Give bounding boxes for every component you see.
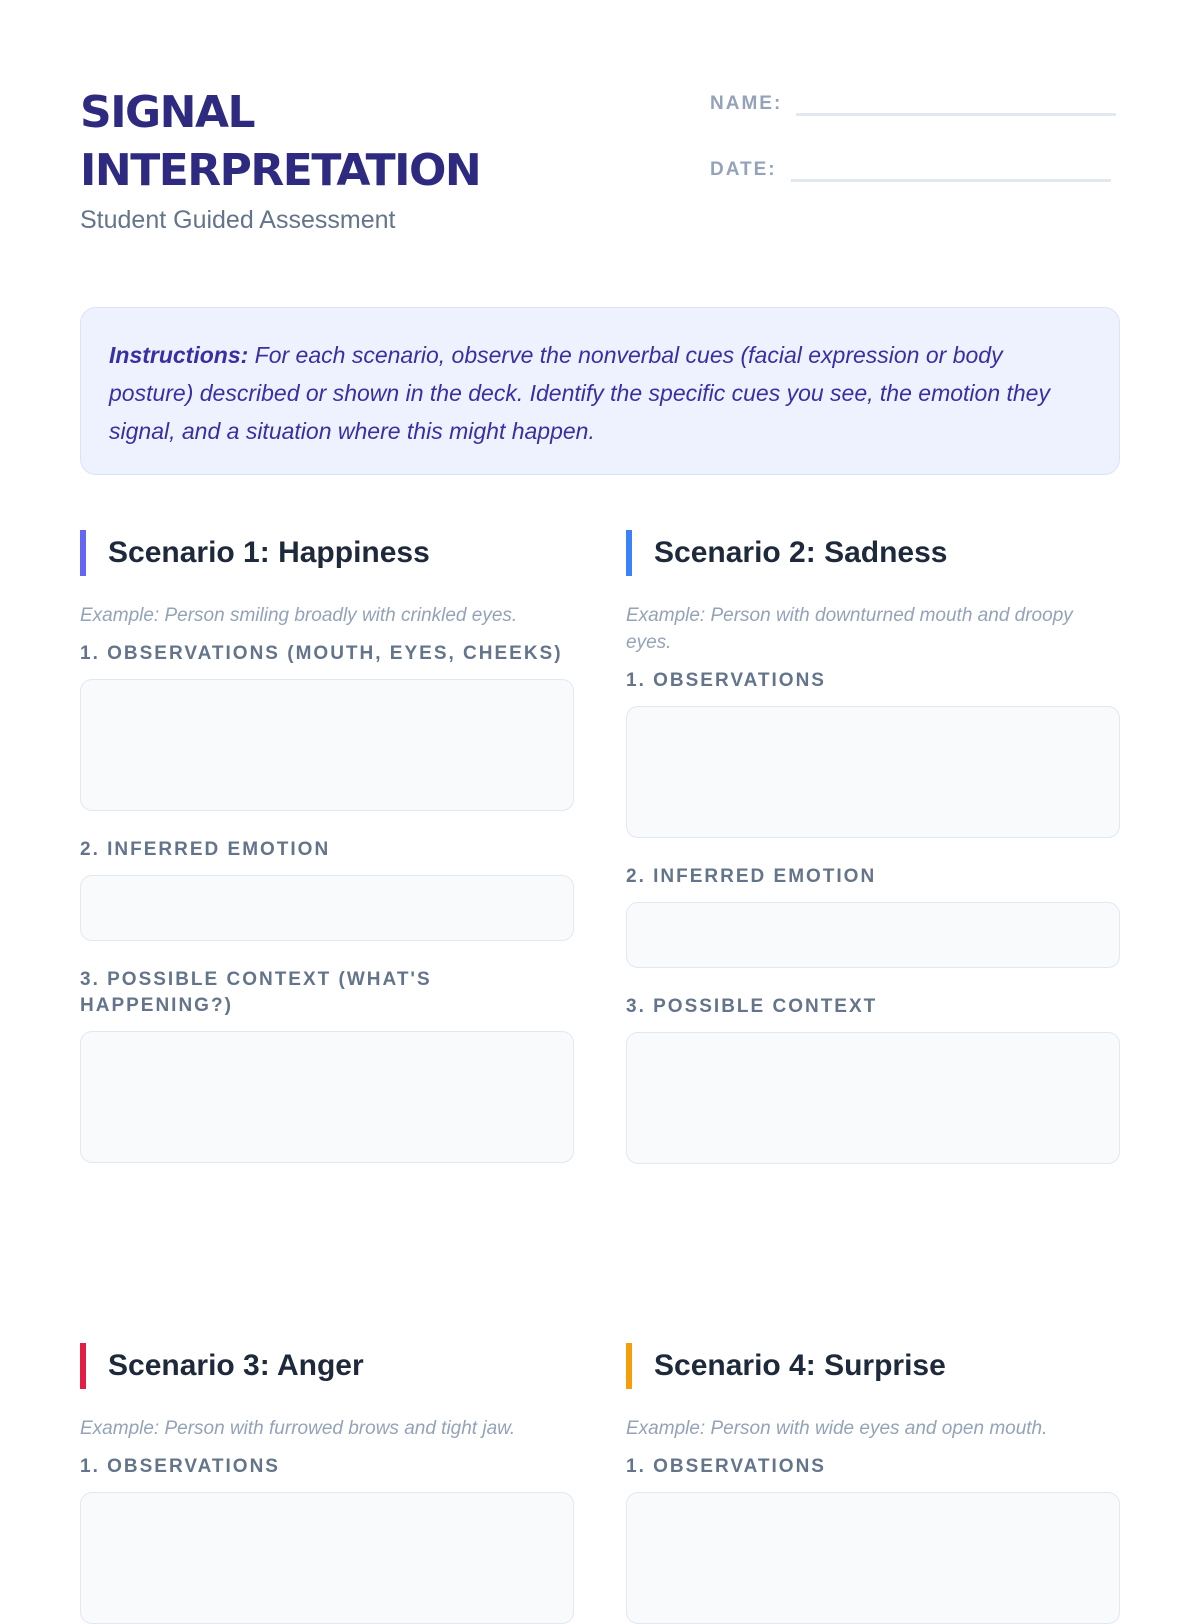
observations-answer-box[interactable] [80, 679, 574, 811]
worksheet-page [80, 0, 1120, 1600]
instructions-box [80, 307, 1120, 475]
context-label: 3. POSSIBLE CONTEXT [626, 996, 878, 1017]
name-label: NAME: [710, 93, 783, 114]
scenario-4 [626, 1343, 1120, 1624]
page-title [80, 84, 480, 200]
title-line-1: SIGNAL [80, 87, 255, 138]
instructions-lead: Instructions: [109, 342, 249, 368]
scenario-3 [80, 1343, 574, 1624]
scenario-title: Scenario 4: Surprise [626, 1343, 1120, 1389]
date-field [710, 158, 1111, 182]
scenario-2 [626, 530, 1120, 1164]
scenario-example: Example: Person smiling broadly with crinkled eyes. [80, 605, 518, 626]
context-label: 3. POSSIBLE CONTEXT (WHAT'S HAPPENING?) [80, 969, 432, 1016]
date-label: DATE: [710, 159, 777, 180]
scenario-1 [80, 530, 574, 1163]
scenario-example: Example: Person with downturned mouth and droopy eyes. [626, 605, 1073, 653]
date-input-line[interactable] [791, 165, 1111, 182]
name-input-line[interactable] [796, 99, 1116, 116]
observations-answer-box[interactable] [626, 1492, 1120, 1624]
observations-answer-box[interactable] [626, 706, 1120, 838]
name-field [710, 92, 1116, 116]
scenario-example: Example: Person with furrowed brows and tight jaw. [80, 1418, 516, 1439]
observations-answer-box[interactable] [80, 1492, 574, 1624]
page-subtitle: Student Guided Assessment [80, 206, 396, 234]
context-answer-box[interactable] [626, 1032, 1120, 1164]
scenario-example: Example: Person with wide eyes and open mouth. [626, 1418, 1048, 1439]
observations-label: 1. OBSERVATIONS [626, 670, 826, 691]
instructions-text: For each scenario, observe the nonverbal cues (facial expression or body posture) described or shown in the deck. Identify the specific cues you see, the emotion they signal, and a situation where this might happen. [109, 342, 1050, 444]
observations-label: 1. OBSERVATIONS [80, 1456, 280, 1477]
scenario-title: Scenario 2: Sadness [626, 530, 1120, 576]
emotion-label: 2. INFERRED EMOTION [626, 866, 877, 887]
observations-label: 1. OBSERVATIONS [626, 1456, 826, 1477]
emotion-label: 2. INFERRED EMOTION [80, 839, 331, 860]
observations-label: 1. OBSERVATIONS (MOUTH, EYES, CHEEKS) [80, 643, 563, 664]
emotion-answer-box[interactable] [80, 875, 574, 941]
context-answer-box[interactable] [80, 1031, 574, 1163]
title-line-2: INTERPRETATION [80, 145, 481, 196]
emotion-answer-box[interactable] [626, 902, 1120, 968]
scenario-title: Scenario 1: Happiness [80, 530, 574, 576]
scenario-title: Scenario 3: Anger [80, 1343, 574, 1389]
